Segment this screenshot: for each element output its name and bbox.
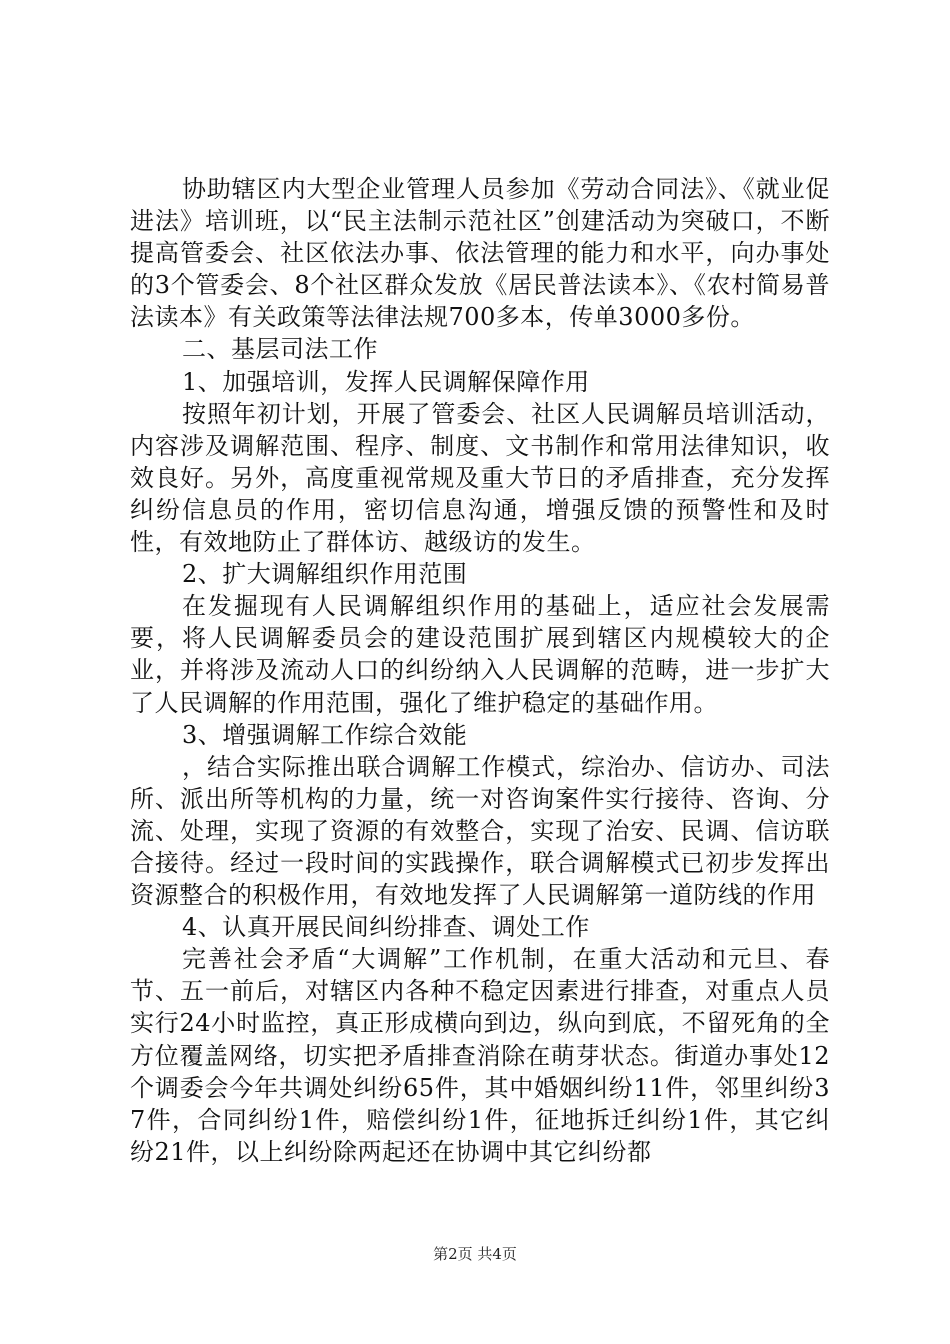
page-footer: 第2页 共4页 xyxy=(433,1245,517,1263)
paragraph-dispute-investigation: 完善社会矛盾“大调解”工作机制，在重大活动和元旦、春节、五一前后，对辖区内各种不稳定因素进行排查，对重点人员实行24小时监控，真正形成横向到边，纵向到底，不留死角的全方位覆盖网络，切实把矛盾排查消除在萌芽状态。街道办事处12个调委会今年共调处纠纷65件，其中婚姻纠纷11件，邻里纠纷37件，合同纠纷1件，赔偿纠纷1件，征地拆迁纠纷1件，其它纠纷21件，以上纠纷除两起还在协调中其它纠纷都 xyxy=(130,945,830,1166)
subheading-mediation-efficiency: 3、增强调解工作综合效能 xyxy=(182,720,468,749)
paragraph-training: 按照年初计划，开展了管委会、社区人民调解员培训活动，内容涉及调解范围、程序、制度、文书制作和常用法律知识，收效良好。另外，高度重视常规及重大节日的矛盾排查，充分发挥纠纷信息员的作用，密切信息沟通，增强反馈的预警性和及时性，有效地防止了群体访、越级访的发生。 xyxy=(130,399,830,557)
subheading-training: 1、加强培训，发挥人民调解保障作用 xyxy=(182,367,590,396)
paragraph-mediation-efficiency: ，结合实际推出联合调解工作模式，综治办、信访办、司法所、派出所等机构的力量，统一对咨询案件实行接待、咨询、分流、处理，实现了资源的有效整合，实现了治安、民调、信访联合接待。经过一段时间的实践操作，联合调解模式已初步发挥出资源整合的积极作用，有效地发挥了人民调解第一道防线的作用 xyxy=(130,752,830,910)
document-body xyxy=(130,173,830,1168)
subheading-expand-mediation: 2、扩大调解组织作用范围 xyxy=(182,560,468,589)
section-heading-grassroots-judicial: 二、基层司法工作 xyxy=(182,335,378,364)
subheading-dispute-investigation: 4、认真开展民间纠纷排查、调处工作 xyxy=(182,913,590,942)
paragraph-expand-mediation: 在发掘现有人民调解组织作用的基础上，适应社会发展需要，将人民调解委员会的建设范围扩展到辖区内规模较大的企业，并将涉及流动人口的纠纷纳入人民调解的范畴，进一步扩大了人民调解的作用范围，强化了维护稳定的基础作用。 xyxy=(130,592,830,717)
paragraph-legal-training: 协助辖区内大型企业管理人员参加《劳动合同法》、《就业促进法》培训班，以“民主法制示范社区”创建活动为突破口，不断提高管委会、社区依法办事、依法管理的能力和水平，向办事处的3个管委会、8个社区群众发放《居民普法读本》、《农村简易普法读本》有关政策等法律法规700多本，传单3000多份。 xyxy=(130,175,830,332)
